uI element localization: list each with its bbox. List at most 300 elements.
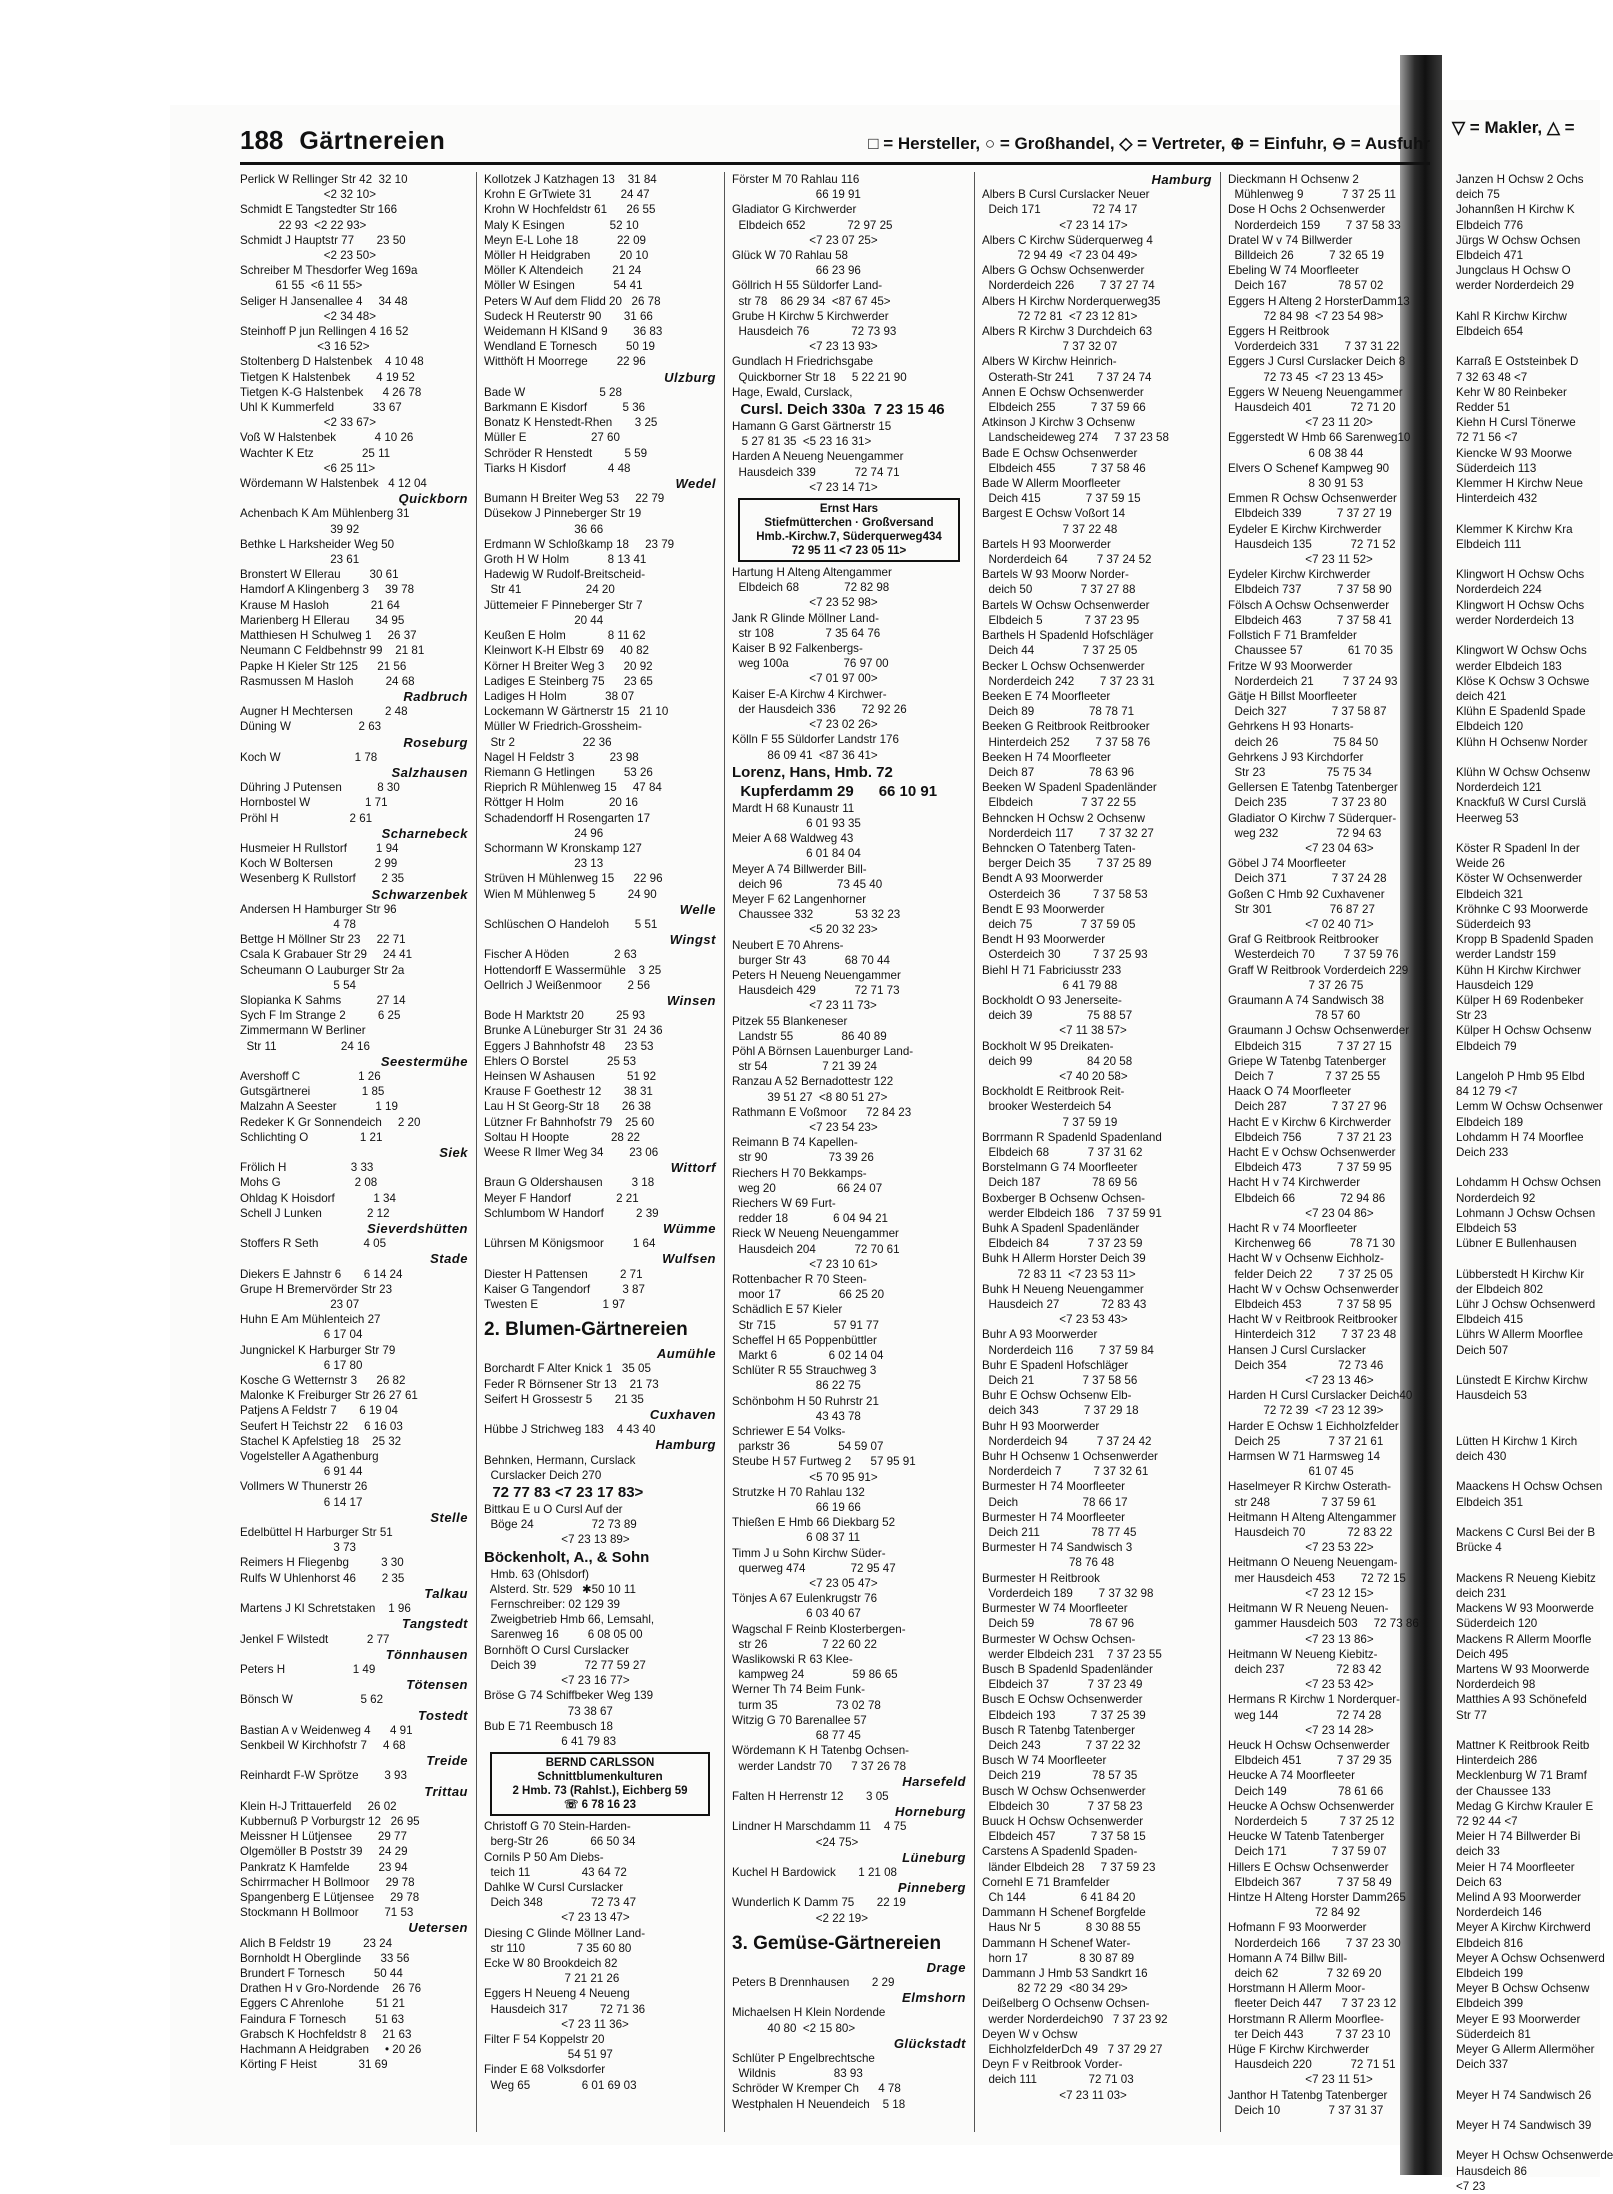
next-page-entry: Elbdeich 53 (1456, 1222, 1517, 1236)
listing-entry: 86 22 75 (732, 1379, 861, 1393)
listing-entry: 6 01 93 35 (732, 816, 861, 830)
next-page-entry: Weide 26 (1456, 857, 1505, 871)
listing-entry: Weese R Ilmer Weg 34 23 06 (484, 1146, 659, 1159)
next-page-entry: Str 77 (1456, 1708, 1487, 1722)
next-page-entry: Elbdeich 199 (1456, 1966, 1524, 1980)
listing-entry: Kölln F 55 Süldorfer Landstr 176 (732, 733, 899, 747)
listing-entry: 7 37 59 19 (982, 1115, 1118, 1129)
listing-entry: Dratel W v 74 Billwerder (1228, 233, 1353, 247)
listing-entry: Bartels W 93 Moorw Norder- (982, 568, 1129, 582)
listing-entry: Pöhl A Börnsen Lauenburger Land- (732, 1044, 914, 1058)
section-heading: 2. Blumen-Gärtnereien (484, 1319, 688, 1341)
listing-entry: Seufert H Teichstr 22 6 16 03 (240, 1419, 403, 1433)
next-page-column (1456, 172, 1613, 2194)
town-heading: Pinneberg (897, 1880, 966, 1896)
listing-entry: 5 54 (240, 978, 356, 992)
listing-entry: Slopianka K Sahms 27 14 (240, 993, 406, 1007)
listing-entry: Str 11 24 16 (240, 1039, 370, 1053)
listing-entry: Thießen E Hmb 66 Diekbarg 52 (732, 1516, 896, 1530)
listing-entry: Weg 65 6 01 69 03 (484, 2078, 637, 2092)
listing-entry: Neumann C Feldbehnstr 99 21 81 (240, 644, 425, 658)
listing-entry: parkstr 36 54 59 07 (732, 1440, 884, 1454)
listing-entry: Rottenbacher R 70 Steen- (732, 1273, 867, 1286)
listing-entry: Fritze W 93 Moorwerder (1228, 659, 1353, 673)
listing-entry: deich 99 84 20 58 (982, 1054, 1133, 1068)
next-page-entry (1456, 1510, 1606, 1525)
listing-entry: Hacht W v Reitbrook Reitbrooker (1228, 1313, 1398, 1327)
listing-entry: Bornhöft O Cursl Curslacker (484, 1643, 629, 1657)
listing-entry: Reimers H Fliegenbg 3 30 (240, 1556, 404, 1570)
listing-entry: Elbdeich 451 7 37 29 35 (1228, 1754, 1392, 1768)
next-page-entry: Klühn E Spadenld Spade (1456, 705, 1586, 719)
listing-entry: <6 25 11> (240, 461, 376, 475)
listing-entry: Jungnickel K Harburger Str 79 (240, 1343, 396, 1357)
advertisement-line: Hmb.-Kirchw.7, Süderquerweg434 (756, 531, 942, 544)
listing-entry: Billdeich 26 7 32 65 19 (1228, 249, 1384, 263)
listing-entry: 61 55 <6 11 55> (240, 279, 363, 293)
listing-entry: Husmeier H Rullstorf 1 94 (240, 841, 399, 855)
listing-entry: Str 41 24 20 (484, 583, 615, 597)
next-page-entry: Meier H 74 Moorfleeter (1456, 1860, 1575, 1874)
listing-entry: Dammann J Hmb 53 Sandkrt 16 (982, 1966, 1148, 1980)
listing-entry: Kuchel H Bardowick 1 21 08 (732, 1865, 897, 1879)
listing-entry: Wendland E Tornesch 50 19 (484, 340, 656, 354)
listing-entry: Osterdeich 30 7 37 25 93 (982, 948, 1148, 962)
next-page-entry: Norderdeich 98 (1456, 1678, 1536, 1692)
next-page-entry: Kröhnke C 93 Moorwerde (1456, 902, 1589, 916)
listing-entry: Edelbüttel H Harburger Str 51 (240, 1526, 393, 1540)
listing-entry: 6 03 40 67 (732, 1607, 861, 1621)
town-heading: Stelle (430, 1509, 468, 1525)
listing-entry: 73 38 67 (484, 1704, 613, 1718)
next-page-entry: Lohdamm H 74 Moorflee (1456, 1130, 1584, 1144)
listing-entry: Barkmann E Kisdorf 5 36 (484, 401, 646, 415)
listing-entry: Burmester H Reitbrook (982, 1571, 1100, 1585)
column-divider (724, 172, 725, 2132)
advertisement-box (490, 1752, 710, 1816)
listing-entry: Vollmers W Thunerstr 26 (240, 1480, 368, 1494)
listing-entry: 68 77 45 (732, 1729, 861, 1743)
listing-entry: 78 57 60 (1228, 1009, 1361, 1023)
listing-entry: Andersen H Hamburger Str 96 (240, 902, 397, 916)
next-page-entry (1456, 2072, 1606, 2087)
listing-entry: Schönbohm H 50 Ruhrstr 21 (732, 1394, 879, 1408)
listing-entry: Deyn F v Reitbrook Vorder- (982, 2058, 1123, 2072)
listing-entry: Beeken G Reitbrook Reitbrooker (982, 720, 1150, 734)
listing-entry: Förster M 70 Rahlau 116 (732, 173, 860, 186)
listing-entry: Deich 10 7 37 31 37 (1228, 2103, 1384, 2117)
town-heading: Siek (439, 1145, 468, 1160)
next-page-entry: Elbdeich 654 (1456, 325, 1524, 339)
listing-entry: Elbdeich 457 7 37 58 15 (982, 1830, 1146, 1844)
listing-entry: Schadendorff H Rosengarten 17 (484, 811, 651, 825)
listing-entry: deich 39 75 88 57 (982, 1009, 1133, 1023)
listing-entry: 8 30 91 53 (1228, 477, 1364, 491)
next-page-entry: Lemm W Ochsw Ochsenwer (1456, 1100, 1603, 1114)
listing-entry: Weidemann H KlSand 9 36 83 (484, 325, 663, 339)
next-page-entry: Klöse K Ochsw 3 Ochswe (1456, 674, 1590, 688)
next-page-entry: Hausdeich 129 (1456, 978, 1534, 992)
listing-entry: Schmidt E Tangstedter Str 166 (240, 203, 398, 217)
column-5 (1228, 172, 1428, 2132)
next-page-legend: ▽ = Makler, △ = (1452, 118, 1575, 137)
listing-entry: str 108 7 35 64 76 (732, 626, 881, 640)
listing-entry: <7 23 02 26> (732, 718, 878, 732)
listing-entry: Martens J Kl Schretstaken 1 96 (240, 1602, 411, 1616)
advertisement-line: ☏ 6 78 16 23 (564, 1799, 636, 1812)
listing-entry: <7 23 53 42> (1228, 1678, 1374, 1692)
listing-entry: Grube H Kirchw 5 Kirchwerder (732, 309, 889, 323)
listing-entry: Hadewig W Rudolf-Breitscheid- (484, 568, 646, 582)
listing-entry: Bode H Marktstr 20 25 93 (484, 1009, 646, 1023)
listing-entry: Busch W 74 Moorfleeter (982, 1754, 1107, 1768)
listing-entry: Möller K Altendeich 21 24 (484, 264, 642, 278)
listing-entry: Dammann H Schenef Water- (982, 1936, 1131, 1950)
listing-entry: Chaussee 57 61 70 35 (1228, 644, 1393, 658)
next-page-entry: Mecklenburg W 71 Bramf (1456, 1769, 1587, 1783)
listing-entry: Gladiator O Kirchw 7 Süderquer- (1228, 811, 1397, 825)
listing-entry: Elbdeich 453 7 37 58 95 (1228, 1298, 1392, 1312)
listing-entry: Buhr H 93 Moorwerder (982, 1419, 1100, 1433)
listing-entry: Buuck H Ochsw Ochsenwerder (982, 1814, 1144, 1828)
listing-entry: Hottendorff E Wassermühle 3 25 (484, 963, 662, 977)
listing-entry: ter Deich 443 7 37 23 10 (1228, 2027, 1391, 2041)
next-page-entry (1456, 2103, 1606, 2118)
listing-entry: Uhl K Kummerfeld 33 67 (240, 401, 402, 415)
listing-entry: Heitmann W R Neueng Neuen- (1228, 1602, 1389, 1616)
listing-entry: Peters H 1 49 (240, 1662, 376, 1676)
listing-entry: Buhr E Spadenl Hofschläger (982, 1358, 1129, 1372)
listing-entry: <7 23 13 47> (484, 1911, 630, 1925)
listing-entry: Elvers O Schenef Kampweg 90 (1228, 461, 1390, 475)
next-page-entry: deich 75 (1456, 188, 1500, 202)
listing-entry: Bartels H 93 Moorwerder (982, 537, 1111, 551)
listing-entry: Bastian A v Weidenweg 4 4 91 (240, 1723, 413, 1737)
listing-entry: Hacht H v 74 Kirchwerder (1228, 1176, 1361, 1190)
listing-entry: werder Norderdeich90 7 37 23 92 (982, 2012, 1168, 2026)
next-page-entry (1456, 1358, 1606, 1373)
listing-entry: Deich 187 78 69 56 (982, 1176, 1138, 1190)
next-page-entry (1456, 294, 1606, 309)
listing-entry: Voß W Halstenbek 4 10 26 (240, 431, 414, 445)
listing-entry: <24 75> (732, 1835, 859, 1849)
listing-entry: Albers W Kirchw Heinrich- (982, 355, 1117, 369)
listing-entry: querweg 474 72 95 47 (732, 1561, 896, 1575)
listing-entry: Dieckmann H Ochsenw 2 (1228, 173, 1359, 186)
listing-entry: 66 19 66 (732, 1501, 861, 1515)
listing-entry: Elbdeich 68 72 82 98 (732, 581, 890, 595)
listing-entry: Augner H Mechtersen 2 48 (240, 705, 408, 719)
listing-entry: Witthöft H Moorrege 22 96 (484, 355, 646, 369)
next-page-entry: Hausdeich 86 (1456, 2164, 1527, 2178)
listing-entry: 6 91 44 (240, 1465, 363, 1479)
listing-entry: <7 23 54 23> (732, 1120, 878, 1134)
next-page-entry: Külper H Ochsw Ochsenw (1456, 1024, 1592, 1038)
advertisement-box (738, 498, 960, 562)
listing-entry: <7 23 11 52> (1228, 553, 1373, 567)
listing-entry: Elbdeich 5 7 37 23 95 (982, 613, 1140, 627)
listing-entry: Bornholdt H Oberglinde 33 56 (240, 1951, 410, 1965)
listing-entry: Groth H W Holm 8 13 41 (484, 553, 647, 567)
listing-entry: fleeter Deich 447 7 37 23 12 (1228, 1997, 1397, 2011)
listing-entry: Rieck W Neueng Neuengammer (732, 1227, 899, 1241)
town-heading: Schwarzenbek (371, 886, 468, 902)
listing-entry: Chaussee 332 53 32 23 (732, 908, 901, 922)
listing-entry: Landstr 55 86 40 89 (732, 1029, 887, 1043)
listing-entry: Hinterdeich 252 7 37 58 76 (982, 735, 1151, 749)
listing-entry: Eggers J Bahnhofstr 48 23 53 (484, 1039, 654, 1053)
listing-entry: Düsekow J Pinneberger Str 19 (484, 507, 642, 521)
listing-entry: Hansen J Cursl Curslacker (1228, 1343, 1366, 1357)
advertisement-line: 2 Hmb. 73 (Rahlst.), Eichberg 59 (512, 1785, 688, 1798)
listing-entry: Koch W 1 78 (240, 750, 378, 764)
listing-entry: Peters B Drennhausen 2 29 (732, 1975, 895, 1989)
listing-entry: <5 70 95 91> (732, 1470, 878, 1484)
listing-entry: Wachter K Etz 25 11 (240, 446, 391, 460)
listing-entry: Kirchenweg 66 78 71 30 (1228, 1237, 1395, 1251)
listing-entry: Göbel J 74 Moorfleeter (1228, 857, 1346, 871)
listing-entry: Gundlach H Friedrichsgabe (732, 355, 874, 369)
listing-entry: Riechers W 69 Furt- (732, 1196, 836, 1210)
town-heading: Drage (926, 1959, 966, 1975)
listing-entry: Klein H-J Trittauerfeld 26 02 (240, 1799, 397, 1813)
listing-entry: <2 22 19> (732, 1911, 868, 1925)
listing-entry: Dühring J Putensen 8 30 (240, 781, 400, 795)
next-page-entry: Meyer H 74 Sandwisch 39 (1456, 2119, 1592, 2132)
listing-entry: Zimmermann W Berliner (240, 1024, 366, 1038)
listing-entry: Wien M Mühlenweg 5 24 90 (484, 887, 657, 901)
listing-entry: Spangenberg E Lütjensee 29 78 (240, 1890, 420, 1904)
listing-entry: <7 23 11 51> (1228, 2073, 1373, 2087)
listing-entry: Curslacker Deich 270 (484, 1468, 602, 1482)
next-page-entry (1456, 826, 1606, 841)
next-page-entry: werder Norderdeich 13 (1456, 613, 1574, 627)
featured-entry: Lorenz, Hans, Hmb. 72 (732, 763, 893, 781)
listing-entry: Hübbe J Strichweg 183 4 43 40 (484, 1423, 656, 1437)
listing-entry: 36 66 (484, 522, 604, 536)
next-page-entry: <7 23 (1456, 2179, 1486, 2193)
listing-entry: Buhr E Ochsw Ochsenw Elb- (982, 1389, 1132, 1403)
town-heading: Tötensen (406, 1677, 468, 1693)
next-page-entry: Klingwort H Ochsw Ochs (1456, 568, 1585, 582)
listing-entry: Röttger H Holm 20 16 (484, 796, 638, 810)
next-page-entry: Elbdeich 816 (1456, 1936, 1524, 1950)
next-page-entry: Köster W Ochsenwerder (1456, 872, 1583, 886)
listing-entry: Sarenweg 16 6 08 05 00 (484, 1628, 643, 1642)
listing-entry: Bettge H Möllner Str 23 22 71 (240, 933, 406, 947)
next-page-entry (1456, 1723, 1606, 1738)
listing-entry: Bendt E 93 Moorwerder (982, 902, 1105, 916)
next-page-entry: Langeloh P Hmb 95 Elbd (1456, 1069, 1585, 1083)
next-page-entry: Süderdeich 93 (1456, 917, 1531, 931)
listing-entry: Wagschal F Reinb Klosterbergen- (732, 1622, 906, 1636)
listing-entry: Homann A 74 Billw Bill- (1228, 1951, 1348, 1965)
listing-entry: Deich 287 7 37 27 96 (1228, 1100, 1387, 1114)
listing-entry: Deich 211 78 77 45 (982, 1526, 1137, 1540)
listing-entry: Bröse G 74 Schiffbeker Weg 139 (484, 1689, 654, 1703)
listing-entry: 40 80 <2 15 80> (732, 2021, 856, 2035)
listing-entry: Eggers J Cursl Curslacker Deich 8 (1228, 355, 1406, 369)
listing-entry: <7 11 38 57> (982, 1024, 1127, 1038)
listing-entry: 23 13 (484, 857, 604, 871)
listing-entry: Heitmann W Neueng Kiebitz- (1228, 1647, 1378, 1661)
listing-entry: Norderdeich 117 7 37 32 27 (982, 826, 1154, 840)
listing-entry: Burmester H 74 Sandwisch 3 (982, 1541, 1133, 1555)
listing-entry: Borchardt F Alter Knick 1 35 05 (484, 1362, 651, 1376)
listing-entry: Kosche G Wetternstr 3 26 82 (240, 1374, 406, 1388)
next-page-entry: Deich 507 (1456, 1343, 1509, 1357)
listing-entry: <7 23 07 25> (732, 233, 878, 247)
next-page-entry: werder Elbdeich 183 (1456, 659, 1562, 673)
listing-entry: 7 37 22 48 (982, 522, 1118, 536)
town-heading: Scharnebeck (381, 825, 468, 841)
listing-entry: Deich 327 7 37 58 87 (1228, 705, 1387, 719)
directory-columns (240, 172, 1430, 2132)
listing-entry: weg 232 72 94 63 (1228, 826, 1382, 840)
listing-entry: Brunke A Lüneburger Str 31 24 36 (484, 1024, 663, 1038)
listing-entry: Bendt H 93 Moorwerder (982, 933, 1106, 947)
listing-entry: Ecke W 80 Brookdeich 82 (484, 1956, 618, 1970)
listing-entry: Beeken E 74 Moorfleeter (982, 689, 1111, 703)
listing-entry: <7 23 13 89> (484, 1533, 630, 1547)
listing-entry: <7 23 53 22> (1228, 1541, 1374, 1555)
listing-entry: Redeker K Gr Sonnendeich 2 20 (240, 1115, 421, 1129)
listing-entry: 78 76 48 (982, 1556, 1115, 1570)
next-page-entry: Lühr J Ochsw Ochsenwerd (1456, 1298, 1596, 1312)
next-page-entry: Meyer A Ochsw Ochsenwerd (1456, 1951, 1605, 1965)
listing-entry: <7 23 14 28> (1228, 1723, 1374, 1737)
listing-entry: turm 35 73 02 78 (732, 1698, 881, 1712)
next-page-entry: Maackens H Ochsw Ochsen (1456, 1480, 1603, 1494)
listing-entry: mer Hausdeich 453 72 72 15 (1228, 1571, 1406, 1585)
listing-entry: Graf G Reitbrook Reitbrooker (1228, 933, 1379, 947)
listing-entry: Vorderdeich 331 7 37 31 22 (1228, 340, 1400, 354)
listing-entry: <7 23 11 03> (982, 2088, 1127, 2102)
listing-entry: Pröhl H 2 61 (240, 811, 373, 825)
listing-entry: Janthor H Tatenbg Tatenberger (1228, 2088, 1388, 2102)
town-heading: Hamburg (655, 1437, 716, 1453)
town-heading: Tostedt (418, 1707, 468, 1723)
listing-entry: Deyen W v Ochsw (982, 2027, 1078, 2041)
next-page-entry: Str 23 (1456, 1009, 1487, 1023)
town-heading: Salzhausen (391, 764, 468, 780)
listing-entry: Emmen R Ochsw Ochsenwerder (1228, 492, 1397, 506)
next-page-entry: Elbdeich 120 (1456, 720, 1524, 734)
listing-entry: Matthiesen H Schulweg 1 26 37 (240, 629, 417, 643)
listing-entry: redder 18 6 04 94 21 (732, 1212, 888, 1226)
next-page-entry: Mackens W 93 Moorwerde (1456, 1602, 1594, 1616)
listing-entry: 72 72 81 <7 23 12 81> (982, 309, 1138, 323)
listing-entry: Deich 167 78 57 02 (1228, 279, 1384, 293)
next-page-entry: Klühn W Ochsw Ochsenw (1456, 765, 1591, 779)
listing-entry: Norderdeich 166 7 37 23 30 (1228, 1936, 1401, 1950)
listing-entry: Müller W Friedrich-Grossheim- (484, 720, 642, 734)
next-page-entry: Medag G Kirchw Krauler E (1456, 1799, 1594, 1813)
listing-entry: Hage, Ewald, Curslack, (732, 385, 853, 399)
listing-entry: Bronstert W Ellerau 30 61 (240, 568, 399, 582)
listing-entry: Scheumann O Lauburger Str 2a (240, 963, 405, 977)
listing-entry: Schmidt J Hauptstr 77 23 50 (240, 233, 406, 247)
listing-entry: 6 17 80 (240, 1358, 363, 1372)
listing-entry: Hinterdeich 312 7 37 23 48 (1228, 1328, 1397, 1342)
listing-entry: Krause F Goethestr 12 38 31 (484, 1085, 653, 1099)
listing-entry: Str 23 75 75 34 (1228, 765, 1372, 779)
listing-entry: Elbdeich 84 7 37 23 59 (982, 1237, 1143, 1251)
listing-entry: Eggerstedt W Hmb 66 Sarenweg10 (1228, 431, 1411, 445)
listing-entry: Heitmann H Alteng Altengammer (1228, 1510, 1397, 1524)
town-heading: Wulfsen (662, 1251, 716, 1267)
listing-entry: brooker Westerdeich 54 (982, 1100, 1112, 1114)
listing-entry: Frölich H 3 33 (240, 1161, 374, 1175)
listing-entry: Cornehl E 71 Bramfelder (982, 1875, 1110, 1889)
listing-entry: 22 93 <2 22 93> (240, 218, 367, 232)
listing-entry: 72 94 49 <7 23 04 49> (982, 249, 1138, 263)
next-page-entry: Mackens R Neueng Kiebitz (1456, 1571, 1596, 1585)
listing-entry: Olgemöller B Poststr 39 24 29 (240, 1845, 408, 1859)
listing-entry: Eggers W Neueng Neuengammer (1228, 385, 1403, 399)
next-page-entry: Redder 51 (1456, 401, 1511, 415)
listing-entry: werder Elbdeich 186 7 37 59 91 (982, 1206, 1162, 1220)
listing-entry: Heuck H Ochsw Ochsenwerder (1228, 1738, 1390, 1752)
town-heading: Ulzburg (664, 369, 716, 385)
listing-entry: Hacht W v Ochsenw Eichholz- (1228, 1252, 1384, 1266)
town-heading: Welle (679, 901, 716, 917)
listing-entry: deich 26 75 84 50 (1228, 735, 1379, 749)
listing-entry: Elbdeich 7 37 22 55 (982, 796, 1137, 810)
listing-entry: Alsterd. Str. 529 ✱50 10 11 (484, 1582, 636, 1596)
listing-entry: Griepe W Tatenbg Tatenberger (1228, 1054, 1387, 1068)
listing-entry: Wördemann K H Tatenbg Ochsen- (732, 1744, 910, 1758)
listing-entry: Deich 7 7 37 25 55 (1228, 1069, 1381, 1083)
listing-entry: Patjens A Feldstr 7 6 19 04 (240, 1404, 398, 1418)
listing-entry: <7 23 12 15> (1228, 1586, 1374, 1600)
listing-entry: Dahlke W Cursl Curslacker (484, 1880, 624, 1894)
listing-entry: 6 08 38 44 (1228, 446, 1364, 460)
next-page-entry: 72 71 56 <7 (1456, 431, 1518, 445)
listing-entry: Buhk H Allerm Horster Deich 39 (982, 1252, 1146, 1266)
listing-entry: Stachel K Apfelstieg 18 25 32 (240, 1434, 402, 1448)
next-page-entry: Süderdeich 113 (1456, 461, 1537, 475)
listing-entry: Timm J u Sohn Kirchw Süder- (732, 1546, 886, 1560)
listing-entry: Deißelberg O Ochsenw Ochsen- (982, 1997, 1150, 2011)
listing-entry: Gehrkens J 93 Kirchdorfer (1228, 750, 1364, 764)
next-page-entry: Knackfuß W Cursl Curslä (1456, 796, 1587, 810)
listing-entry: <7 23 10 61> (732, 1257, 878, 1271)
listing-entry: Tönjes A 67 Eulenkrugstr 76 (732, 1592, 878, 1606)
listing-entry: Graumann A 74 Sandwisch 38 (1228, 993, 1384, 1007)
listing-entry: Str 2 22 36 (484, 735, 612, 749)
listing-entry: Jenkel F Wilstedt 2 77 (240, 1632, 390, 1646)
listing-entry: Norderdeich 116 7 37 59 84 (982, 1343, 1154, 1357)
listing-entry: Hausdeich 70 72 83 22 (1228, 1526, 1393, 1540)
listing-entry: teich 11 43 64 72 (484, 1865, 627, 1879)
listing-entry: Hofmann F 93 Moorwerder (1228, 1921, 1367, 1935)
listing-entry: Barthels H Spadenld Hofschläger (982, 629, 1154, 643)
listing-entry: Bittkau E u O Cursl Auf der (484, 1503, 623, 1517)
listing-entry: Boxberger B Ochsenw Ochsen- (982, 1191, 1146, 1205)
next-page-entry: Jungclaus H Ochsw O (1456, 264, 1571, 278)
listing-entry: weg 20 66 24 07 (732, 1181, 883, 1195)
town-heading: Horneburg (895, 1804, 966, 1820)
listing-entry: <7 40 20 58> (982, 1069, 1128, 1083)
listing-entry: Harden H Cursl Curslacker Deich40 (1228, 1389, 1413, 1403)
listing-entry: Bönsch W 5 62 (240, 1693, 384, 1707)
listing-entry: Hacht E v Ochsw Ochsenwerder (1228, 1146, 1396, 1159)
listing-entry: Hausdeich 204 72 70 61 (732, 1242, 900, 1256)
listing-entry: Heucke W Tatenb Tatenberger (1228, 1830, 1385, 1844)
listing-entry: Mohs G 2 08 (240, 1176, 378, 1190)
listing-entry: <2 32 10> (240, 188, 376, 202)
